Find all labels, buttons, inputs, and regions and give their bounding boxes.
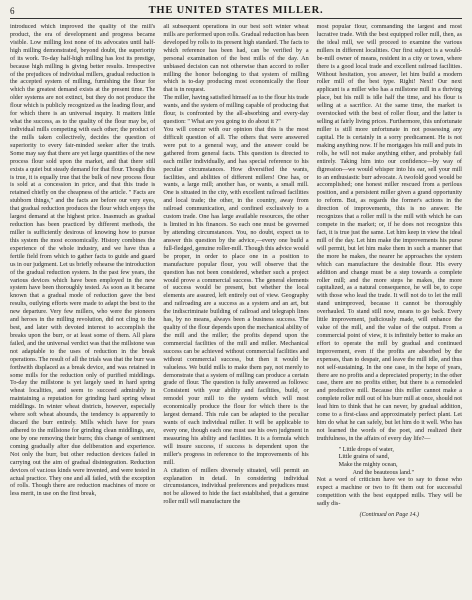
article-paragraph: You will concur with our opinion that this is the most difficult question of all. The others that were answered were put to a general way, and the answer could be gathered from general facts. This question is directed to each miller individually, and has special reference to his peculiar circumstances. How diversified the wants, facilities, and abilities of different millers! One has, or wants, a large mill; another has, or wants, a small mill. One is situated in the city, with excellent railroad facilities and local trade; the other, in the country, away from railroad communication, and confined exclusively to a custom trade. One has large available resources, the other is limited in his finances. So each one must be governed by attending circumstances. You, no doubt, expect us to answer this question by the advice,—every one build a full-fledged, genuine roller-mill. Though this advice would be proper, in order to place one in a position to manufacture popular flour, you will observe that the question has not been considered, whether such a project would prove a commercial success. The general elements of success would be present, but whether the local elements are assured, left entirely out of view. Geography and railroading are a success as a system and an art, but the indiscriminate building of railroad and telegraph lines has, by no means, always been a business success. The quality of the flour depends upon the mechanical ability of the mill and the miller; the profits depend upon the commercial facilities of the mill and miller. Mechanical success can be achieved without commercial facilities and without commercial success, but then it would be valueless. We build mills to make them pay, not merely to demonstrate that a system of milling can produce a certain grade of flour. The question is fully answered as follows: Consistent with your ability and facilities, build, or remodel your mill to the system which will most economically produce the flour for which there is the largest demand. This rule can be adapted to the peculiar wants of each individual miller. It will be applicable to every one, though each one must use his own judgment in measuring his ability and facilities. It is a formula which will insure success, if success is dependent upon the miller's progress in reference to the improvements of his mill. xyxy=(163,126,309,466)
column-left xyxy=(10,24,155,592)
page-header xyxy=(10,4,462,19)
article-paragraph: introduced which improved the quality of the mill's product, the era of development and progress became visible. Low milling lost none of its advocates until half-high milling demonstrated, beyond doubt, the superiority of its work. To-day half-high milling has lost its prestige, because high milling is giving better results. Irrespective of the prejudices of individual millers, gradual reduction is the accepted system of milling, furnishing the flour for which the greatest demand exists at the present time. The older systems are not extinct, but they do not produce the flour which is publicly recognized as the leading flour, and for which there is an universal inquiry. It matters little what the success, as to the quality of the flour may be, of individual mills competing with each other; the product of the mills taken collectively, decides the question of superiority to every fair-minded seeker after the truth. Some may say that there are yet large quantities of the new process flour sold upon the market, and that there still exists a quiet but steady demand for that flour. Though this is true, it is equally true that the bulk of new process flour is sold at a concession in price, and that this trade is retained chiefly on the cheapness of the article. " Facts are stubborn things," and the facts are before our very eyes, that gradual reduction produces the flour which enjoys the largest demand at the highest price. Inasmuch as gradual reduction has been practiced by different methods, the miller is sufficiently desirous of knowing how to pursue this system the most economically. History combines the experience of the whole industry, and we have thus a fertile field from which to gather facts to guide and guard us in our judgment. Let us briefly rehearse the introduction of the gradual reduction system. In the past few years, the various devices which have been employed in the new system have been thoroughly tested. As soon as it became known that a gradual mode of reduction gave the best results, outlying efforts were made to adapt the best to the new departure. Very few millers, who were the pioneers and heroes in the milling revolution, did not cling to the best, and later with devoted interest to accomplish the breaks upon the burr, or at least some of them. All plans failed, and the universal verdict was that the millstone was not adaptable to the uses of reduction in the break operations. The result of all the trials was that the burr was forthwith displaced as a break device, and was retained in some mills for the reduction only of purified middlings. To-day the millstone is yet largely used in hard spring wheat localities, and seem to succeed admirably in maintaining a reputation for grinding hard spring wheat middlings. In winter wheat districts, however, especially where soft wheat abounds, the tendency is apparently to discard the burr entirely. Mills which have for years adhered to the millstone for grinding clean middlings, are, one by one removing their burrs; this change of sentiment coming gradually after due deliberation and experience. Not only the burr, but other reduction devices failed in carrying out the aim of gradual disintegration. Reduction devices of var.ious kinds were invented, and were tested in actual practice. They one and all failed, with the exception of rolls. Though there are reduction machines of more or less merit, in use on the first break, xyxy=(10,24,156,498)
article-paragraph: A citation of millers diversely situated, will permit an explanation in detail. In considering individual circumstances, individual preferences and prejudices must not be allowed to hide the fact established, that a genuine roller mill will manufacture the xyxy=(163,467,309,506)
poem-line: Little grains of sand, xyxy=(338,454,390,461)
article-paragraph: Not a word of criticism have we to say to those who expect a machine or two to fit them out for successful competition with the best equipped mills. They will be sadly dis- xyxy=(316,477,462,507)
poem-line: " Little drops of water, xyxy=(338,446,394,453)
article-paragraph: most popular flour, commanding the largest and most lucrative trade. With the best equipped roller mill, then, as the ideal mill, we will proceed to examine the various millers in different localities. Our first subject is a would-be-mill owner of means, resident in a city or town, where there is a good local trade and excellent railroad facilities. Without hesitation, you answer, let him build a modern roller mill of the best type. Right! Next! Our next applicant is a miller who has a millstone mill in a thriving place, but his mill is idle half the time, and his flour is selling at a sacrifice. At the same time, the market is overstocked with the best of roller flour, and the latter is selling at fairly living prices. Furthermore, this unfortunate miller is still more unfortunate in not possessing any capital. He is certainly in a sorry predicament. He is not making anything now. If he mortgages his mill and puts in rolls, he will not make anything either, and probably fail entirely. Taking him into our confidence—by way of digression—we would whisper into his ear, sell your mill to an enthusiastic burr advocate. A twofold good would be accomplished; one honest miller rescued from a perilous position, and a persistent miller given a grand opportunity to reform. But, as regards the former's actions in the direction of improvements, this is no answer. He recognizes that a roller mill is the mill with which he can compete in the market; or, if he does not recognize this fact, it is true just the same. Let him keep in view the ideal mill of the day. Let him make the improvements his purse will permit, but let him make them in such a manner that the more he makes, the nearer he approaches the system which can manufacture the desirable flour. His every addition and change must be a step towards a complete roller mill; and the more steps he makes, the more capitalized, as a natural consequence, he will be, to cope with those who lead the trade. It will not do to let the mill stand unimproved, because it cannot be thoroughly overhauled. To stand still now, means to go back. Every little improvement, judiciously made, will enhance the value of the mill, and the value of the output. From a commercial point of view, it is infinitely better to make an effort to operate the mill by gradual and continued improvement, even if the profits are absorbed by the expenses, than to despair, and leave the mill idle, and thus not self-sustaining. In the one case, in the hope of years, there are no profits and a depreciated property; in the other case, there are no profits either, but there is a remodeled and productive mill. Because this miller cannot make a complete roller mill out of his burr mill at once, should not lead him to think that he can never, by gradual addition, come to a first-class and approximately perfect plant. Let him do what he can safely, but let him do it well. Who has not learned the words of the poet, and realized their truthfulness, in the affairs of every day life?— xyxy=(316,24,462,442)
publication-title: THE UNITED STATES MILLER. xyxy=(148,5,324,16)
continued-notice: (Continued on Page 14.) xyxy=(359,511,419,518)
poem-line: And the beauteous land." xyxy=(352,469,415,476)
article-paragraph: The miller, having satisfied himself as to the flour his trade wants, and the system of milling capable of producing that flour, is confronted by the all-absorbing and every-day question: " What are you going to do about it ?" xyxy=(163,95,309,126)
article-columns xyxy=(10,24,462,592)
poem-quote xyxy=(317,447,462,477)
article-paragraph: all subsequent operations in our best soft winter wheat mills are performed upon rolls. Gradual reduction has been developed by rolls to its present high standard. The facts to which reference has been had, can be verified by a personal examination of the best mills of the day. An unbiased decision can not otherwise than accord to roller milling the honor belonging to that system of milling which is to-day producing most economically the flour that is in request. xyxy=(163,24,309,94)
page-number: 6 xyxy=(10,6,15,16)
poem-line: Make the mighty ocean, xyxy=(338,462,398,469)
column-middle xyxy=(163,24,308,592)
column-right xyxy=(317,24,462,592)
